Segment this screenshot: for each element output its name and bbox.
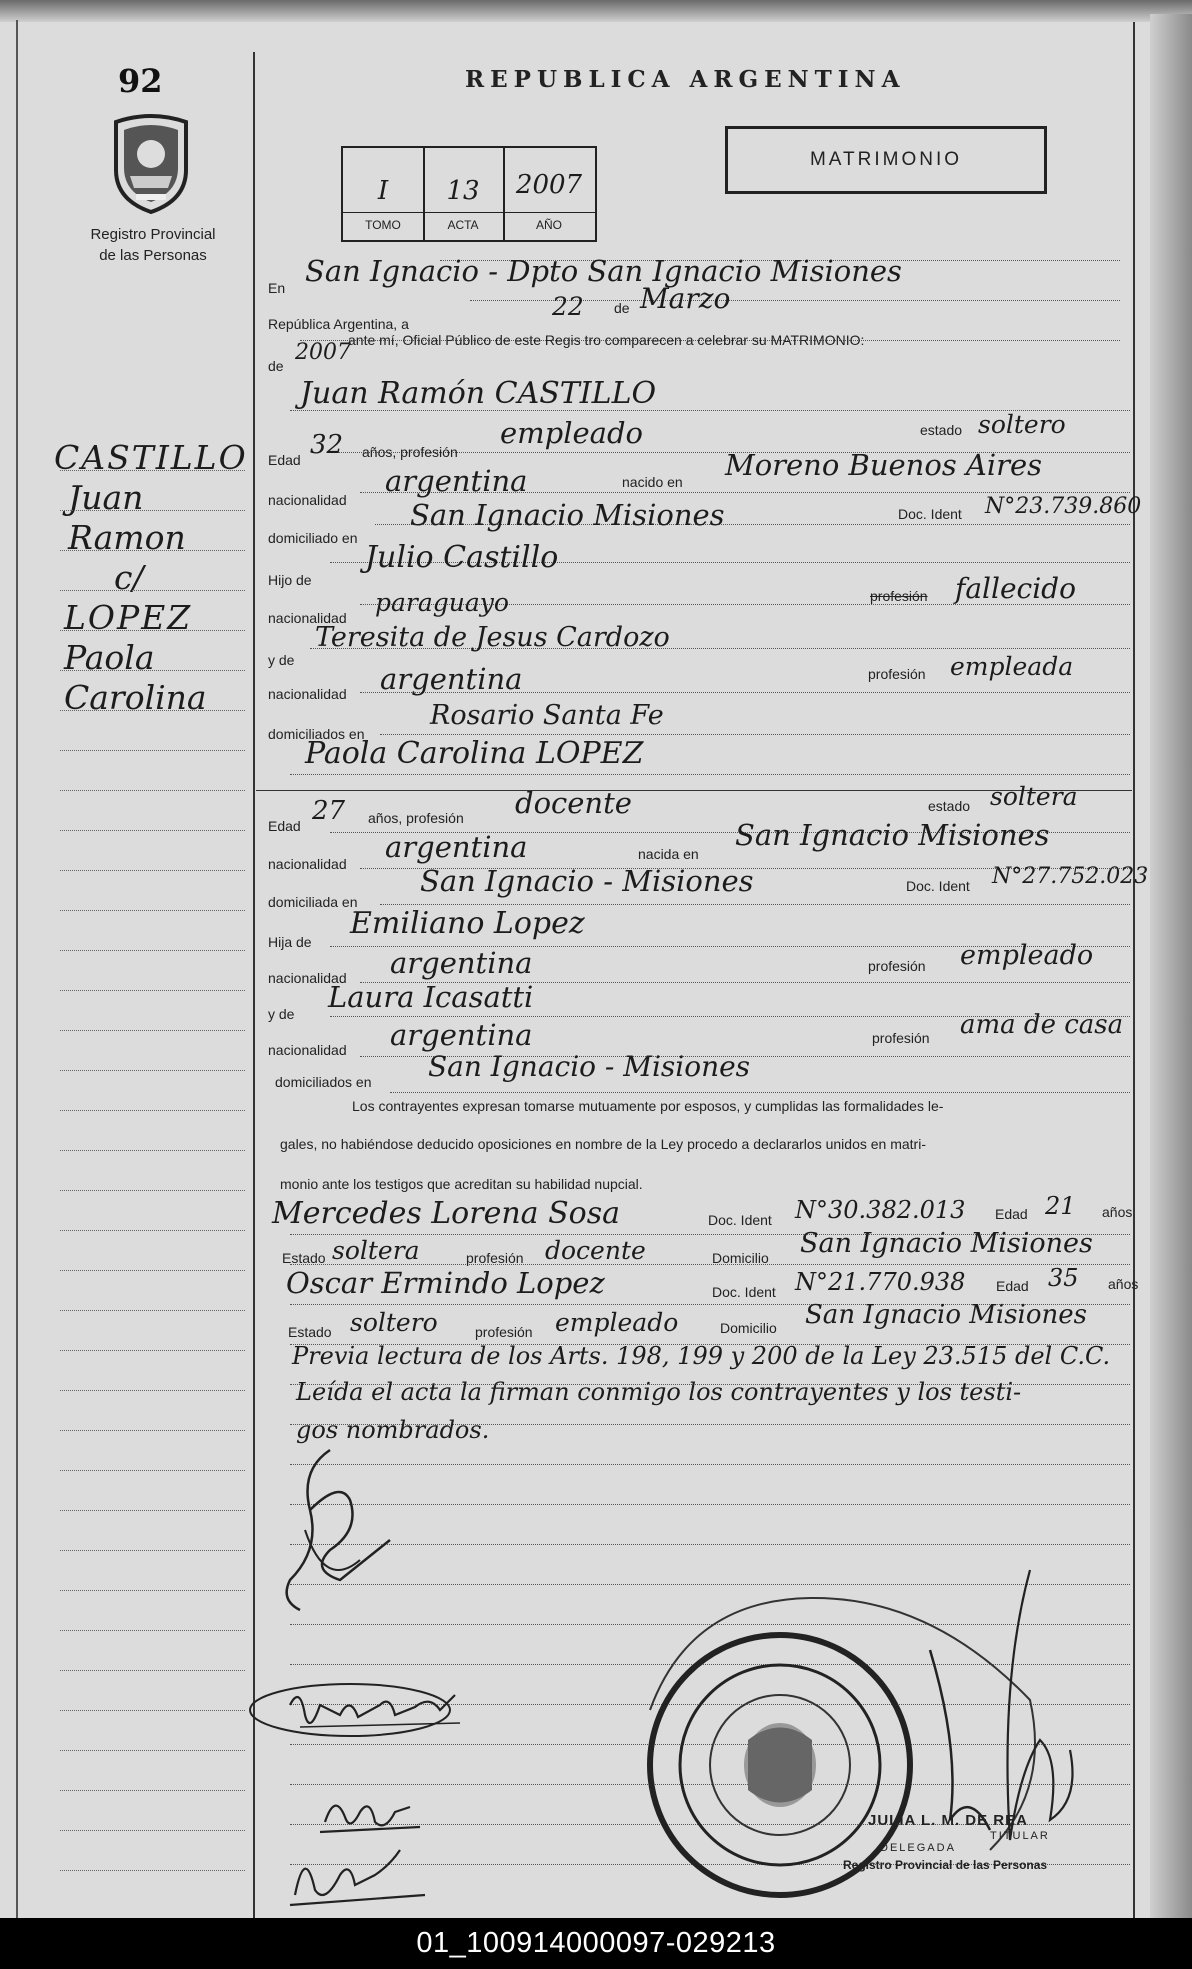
- ano-value: 2007: [515, 170, 583, 200]
- groom-mother-profession: empleada: [950, 652, 1074, 681]
- witness1-estado-label: Estado: [282, 1250, 326, 1266]
- witness1-domicilio-label: Domicilio: [712, 1250, 769, 1266]
- witness2-profession: empleado: [555, 1308, 679, 1337]
- bride-birthplace: San Ignacio Misiones: [735, 818, 1050, 852]
- bride-mother-nationality: argentina: [390, 1018, 533, 1052]
- witness2-edad-label: Edad: [996, 1278, 1029, 1294]
- bride-signature: [240, 1665, 500, 1755]
- groom-yde-label: y de: [268, 652, 295, 668]
- groom-parents-domicile: Rosario Santa Fe: [430, 700, 664, 731]
- bride-parents-domicile: San Ignacio - Misiones: [428, 1050, 751, 1083]
- intro-sentence: ante mí, Oficial Público de este Regis tro comparecen a celebrar su MATRIMONIO:: [348, 332, 865, 348]
- bride-doc: N°27.752.023: [992, 864, 1149, 889]
- witness2-domicilio-label: Domicilio: [720, 1320, 777, 1336]
- bride-name: Paola Carolina LOPEZ: [305, 736, 644, 771]
- groom-estado-label: estado: [920, 422, 963, 438]
- witness1-doc-label: Doc. Ident: [708, 1212, 772, 1228]
- day-value: 22: [552, 292, 584, 321]
- bride-parents-dom-label: domiciliados en: [275, 1074, 372, 1090]
- witness2-doc: N°21.770.938: [795, 1268, 966, 1296]
- margin-name-bride-2: Carolina: [64, 678, 207, 717]
- bride-profession: docente: [515, 786, 632, 820]
- groom-father-nationality: paraguayo: [375, 588, 509, 617]
- bride-nationality: argentina: [385, 830, 528, 864]
- bride-age: 27: [312, 796, 346, 826]
- witness2-estado: soltero: [350, 1308, 438, 1337]
- margin-note: [54, 438, 250, 718]
- groom-nationality: argentina: [385, 464, 528, 498]
- bride-edad-label: Edad: [268, 818, 301, 834]
- bride-estado: soltera: [990, 782, 1078, 811]
- witness2-domicile: San Ignacio Misiones: [805, 1300, 1088, 1330]
- page-number: 92: [118, 62, 163, 100]
- bride-estado-label: estado: [928, 798, 971, 814]
- bride-father: Emiliano Lopez: [350, 906, 585, 941]
- bride-yde-label: y de: [268, 1006, 295, 1022]
- act-type-box: [725, 126, 1047, 194]
- de2-label: de: [268, 358, 284, 374]
- place-value: San Ignacio - Dpto San Ignacio Misiones: [305, 254, 902, 288]
- bride-mother-nat-label: nacionalidad: [268, 1042, 347, 1058]
- act-type-label: MATRIMONIO: [809, 149, 963, 170]
- official-registry: Registro Provincial de las Personas: [843, 1858, 1048, 1872]
- witness1-profession: docente: [545, 1236, 646, 1265]
- witness1-signature: [315, 1782, 425, 1842]
- closing-line2: Leída el acta la firman conmigo los contrayentes y los testi-: [296, 1378, 1022, 1406]
- right-border-line: [1133, 22, 1135, 1918]
- provincial-emblem-icon: [108, 112, 194, 216]
- witness1-age: 21: [1045, 1192, 1076, 1220]
- groom-mother: Teresita de Jesus Cardozo: [315, 622, 670, 653]
- witness1-anos-label: años: [1102, 1204, 1133, 1220]
- groom-name: Juan Ramón CASTILLO: [300, 376, 657, 411]
- witness2-anos-label: años: [1108, 1276, 1139, 1292]
- declaration-line1: Los contrayentes expresan tomarse mutuamente por esposos, y cumplidas las formalidades le-: [352, 1098, 944, 1114]
- groom-profession: empleado: [500, 416, 643, 450]
- witness2-estado-label: Estado: [288, 1324, 332, 1340]
- groom-age: 32: [310, 430, 344, 460]
- bride-hija-label: Hija de: [268, 934, 312, 950]
- acta-label: ACTA: [447, 218, 479, 232]
- groom-birthplace: Moreno Buenos Aires: [725, 448, 1043, 482]
- bride-father-profession: empleado: [960, 940, 1094, 971]
- groom-nacido-label: nacido en: [622, 474, 683, 490]
- groom-domiciliado-label: domiciliado en: [268, 530, 358, 546]
- margin-name-bride-1: Paola: [64, 638, 155, 677]
- witness1-profesion-label: profesión: [466, 1250, 524, 1266]
- en-label: En: [268, 280, 286, 296]
- volume-act-year-box: [341, 146, 597, 242]
- official-name: JULIA L. M. DE REA: [868, 1812, 1028, 1829]
- witness1-doc: N°30.382.013: [795, 1196, 966, 1224]
- acta-value: 13: [446, 176, 480, 206]
- closing-line3: gos nombrados.: [296, 1416, 490, 1444]
- groom-estado: soltero: [978, 410, 1066, 439]
- witness2-signature: [275, 1835, 435, 1915]
- registry-name-line1: Registro Provincial: [90, 226, 216, 243]
- country-title: REPUBLICA ARGENTINA: [465, 66, 906, 93]
- groom-nacionalidad-label: nacionalidad: [268, 492, 347, 508]
- groom-doc: N°23.739.860: [985, 494, 1142, 519]
- bride-father-nat-label: nacionalidad: [268, 970, 347, 986]
- groom-signature: [270, 1440, 410, 1620]
- witness2-profesion-label: profesión: [475, 1324, 533, 1340]
- groom-anos-profesion-label: años, profesión: [362, 444, 458, 460]
- witness1-edad-label: Edad: [995, 1206, 1028, 1222]
- bride-mother-profession: ama de casa: [960, 1010, 1124, 1040]
- witness1-estado: soltera: [332, 1236, 420, 1265]
- margin-name-groom-2: Ramon: [68, 518, 186, 557]
- footer-id: 01_100914000097-029213: [0, 1918, 1192, 1969]
- republica-label: República Argentina, a: [268, 316, 409, 332]
- groom-edad-label: Edad: [268, 452, 301, 468]
- bride-anos-profesion-label: años, profesión: [368, 810, 464, 826]
- witness2-name: Oscar Ermindo Lopez: [286, 1266, 605, 1300]
- witness1-domicile: San Ignacio Misiones: [800, 1228, 1093, 1259]
- groom-mother-prof-label: profesión: [868, 666, 926, 682]
- bride-mother-prof-label: profesión: [872, 1030, 930, 1046]
- closing-line1: Previa lectura de los Arts. 198, 199 y 200 de la Ley 23.515 del C.C.: [292, 1342, 1111, 1370]
- tomo-label: TOMO: [365, 218, 401, 232]
- year-value: 2007: [295, 340, 351, 365]
- witness1-name: Mercedes Lorena Sosa: [272, 1196, 620, 1231]
- declaration-line2: gales, no habiéndose deducido oposiciones en nombre de la Ley procedo a declararlos unidos en matri-: [280, 1136, 926, 1152]
- bride-domicile: San Ignacio - Misiones: [420, 864, 754, 898]
- binding-edge: [0, 0, 1192, 22]
- right-edge: [1150, 14, 1192, 1918]
- margin-name-groom-1: Juan: [68, 478, 144, 517]
- tomo-value: I: [377, 176, 389, 206]
- witness2-doc-label: Doc. Ident: [712, 1284, 776, 1300]
- groom-domicile: San Ignacio Misiones: [410, 498, 725, 532]
- bride-nacida-label: nacida en: [638, 846, 699, 862]
- groom-father-prof-label: profesión: [870, 588, 928, 604]
- left-margin-line: [16, 20, 18, 1918]
- margin-conjunction: c/: [114, 558, 144, 597]
- margin-surname-bride: LOPEZ: [64, 598, 193, 637]
- groom-mother-nat-label: nacionalidad: [268, 686, 347, 702]
- bride-doc-label: Doc. Ident: [906, 878, 970, 894]
- registry-name-line2: de las Personas: [99, 247, 207, 264]
- official-role2: TITULAR: [990, 1830, 1050, 1842]
- bride-father-prof-label: profesión: [868, 958, 926, 974]
- bride-nacionalidad-label: nacionalidad: [268, 856, 347, 872]
- ano-label: AÑO: [535, 218, 562, 232]
- groom-father-nat-label: nacionalidad: [268, 610, 347, 626]
- groom-doc-label: Doc. Ident: [898, 506, 962, 522]
- column-divider: [253, 52, 255, 1918]
- official-role1: DELEGADA: [880, 1842, 956, 1854]
- official-signature: [970, 1560, 1110, 1860]
- declaration-line3: monio ante los testigos que acreditan su habilidad nupcial.: [280, 1176, 643, 1192]
- groom-parents-dom-label: domiciliados en: [268, 726, 365, 742]
- witness2-age: 35: [1048, 1264, 1079, 1292]
- de-label: de: [614, 300, 630, 316]
- bride-father-nationality: argentina: [390, 946, 533, 980]
- groom-hijo-label: Hijo de: [268, 572, 312, 588]
- groom-father-profession: fallecido: [955, 572, 1076, 605]
- month-value: Marzo: [640, 282, 731, 315]
- groom-father: Julio Castillo: [365, 540, 559, 575]
- bride-mother: Laura Icasatti: [328, 980, 534, 1014]
- bride-domiciliada-label: domiciliada en: [268, 894, 358, 910]
- groom-mother-nationality: argentina: [380, 662, 523, 696]
- margin-surname-groom: CASTILLO: [54, 438, 248, 477]
